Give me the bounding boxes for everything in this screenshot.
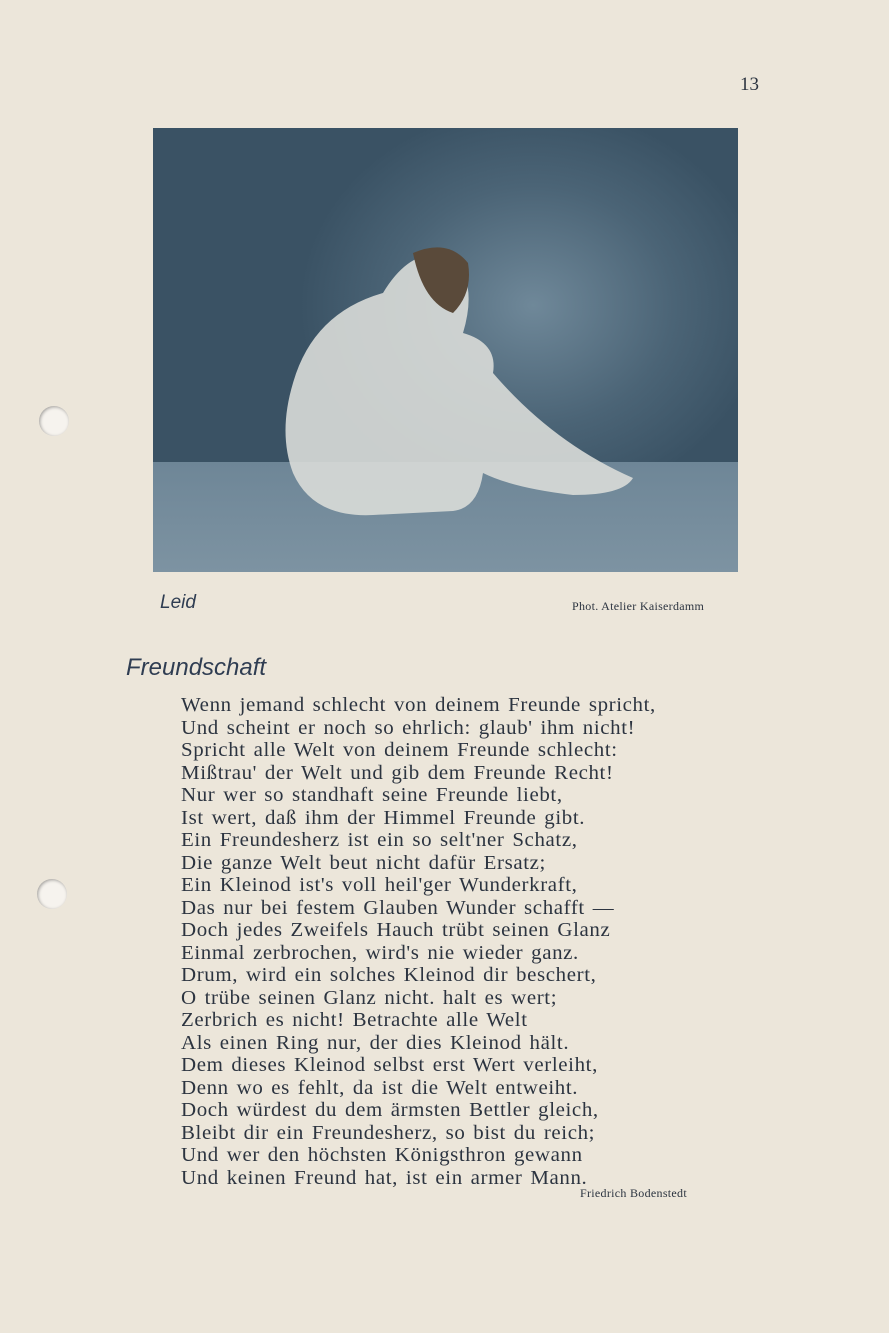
poem-title: Freundschaft xyxy=(126,654,267,681)
page-number: 13 xyxy=(740,74,759,95)
binder-hole-bottom xyxy=(37,879,67,909)
poem-line: Als einen Ring nur, der dies Kleinod hält. xyxy=(181,1031,570,1054)
poem-line: Spricht alle Welt von deinem Freunde schlecht: xyxy=(181,739,618,761)
poem-line: Bleibt dir ein Freundesherz, so bist du reich; xyxy=(181,1121,596,1144)
poem-line: Doch jedes Zweifels Hauch trübt seinen Glanz xyxy=(181,919,611,941)
poem-line: O trübe seinen Glanz nicht. halt es wert; xyxy=(181,986,558,1009)
binder-hole-top xyxy=(39,406,69,436)
poem-line: Wenn jemand schlecht von deinem Freunde spricht, xyxy=(181,694,656,716)
poem-line: Nur wer so standhaft seine Freunde liebt, xyxy=(181,784,563,806)
poem-author: Friedrich Bodenstedt xyxy=(580,1186,687,1200)
poem-line: Ist wert, daß ihm der Himmel Freunde gibt. xyxy=(181,806,586,829)
poem-line: Dem dieses Kleinod selbst erst Wert verleiht, xyxy=(181,1054,598,1076)
poem-line: Das nur bei festem Glauben Wunder schafft — xyxy=(181,896,615,919)
poem-line: Und keinen Freund hat, ist ein armer Mann. xyxy=(181,1166,588,1189)
poem-line: Ein Freundesherz ist ein so selt'ner Schatz, xyxy=(181,829,578,851)
poem-line: Ein Kleinod ist's voll heil'ger Wunderkraft, xyxy=(181,874,578,896)
poem-line: Zerbrich es nicht! Betrachte alle Welt xyxy=(181,1009,528,1031)
poem-line: Die ganze Welt beut nicht dafür Ersatz; xyxy=(181,851,546,874)
poem-line: Drum, wird ein solches Kleinod dir beschert, xyxy=(181,964,597,986)
photo-credit: Phot. Atelier Kaiserdamm xyxy=(572,599,705,613)
poem-line: Einmal zerbrochen, wird's nie wieder ganz. xyxy=(181,941,579,964)
poem-line: Und wer den höchsten Königsthron gewann xyxy=(181,1144,583,1166)
photograph xyxy=(153,128,738,572)
photo-caption: Leid xyxy=(160,592,196,613)
poem-line: Doch würdest du dem ärmsten Bettler gleich, xyxy=(181,1099,599,1121)
poem-body xyxy=(181,694,656,1189)
poem-line: Und scheint er noch so ehrlich: glaub' ihm nicht! xyxy=(181,716,636,739)
poem-line: Mißtrau' der Welt und gib dem Freunde Recht! xyxy=(181,761,614,784)
seated-figure-silhouette xyxy=(253,233,633,523)
poem-line: Denn wo es fehlt, da ist die Welt entweiht. xyxy=(181,1076,579,1099)
